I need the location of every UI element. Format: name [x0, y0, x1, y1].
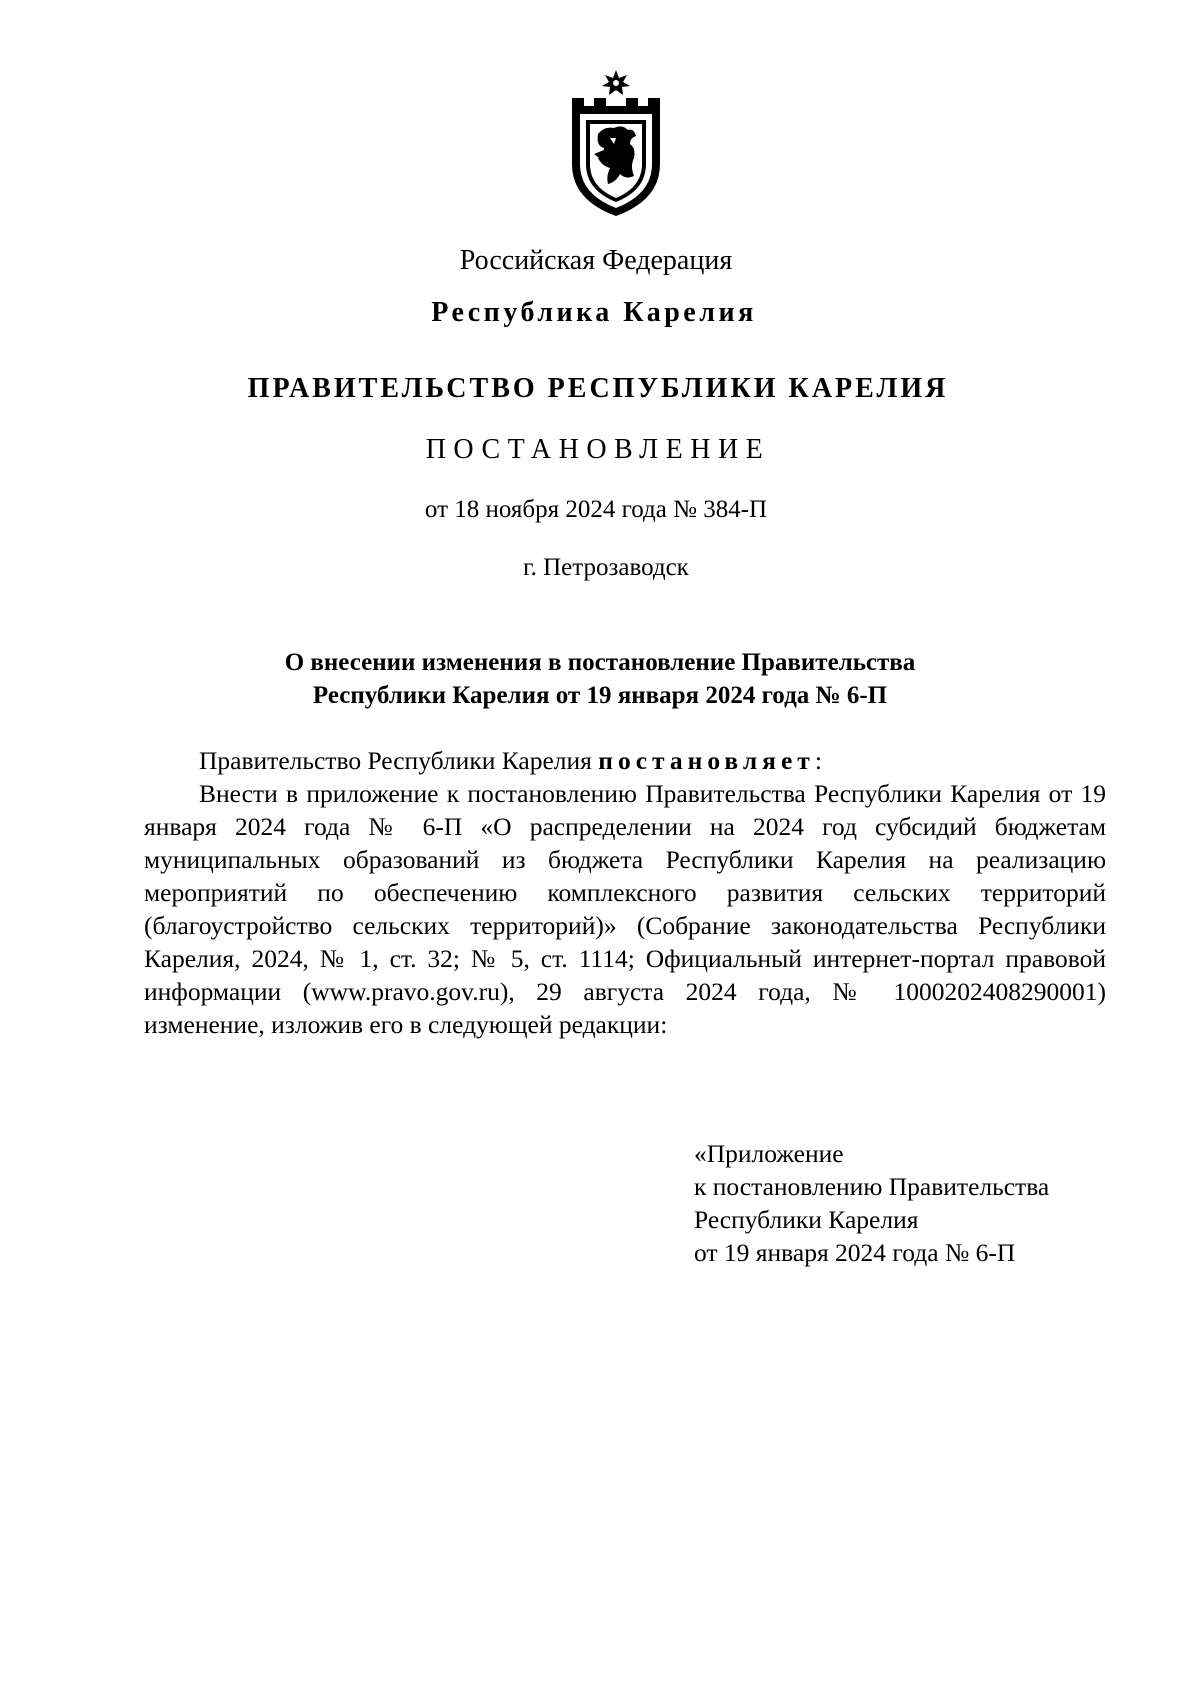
document-title: [0, 646, 1200, 712]
document-date-number: от 18 ноября 2024 года № 384-П: [424, 496, 768, 523]
karelia-coat-of-arms-icon: [564, 68, 668, 218]
appendix-line-1: «Приложение: [694, 1139, 844, 1168]
document-body: [144, 744, 1106, 1041]
intro-lead: Правительство Республики Карелия: [199, 746, 599, 775]
appendix-line-3: Республики Карелия: [694, 1205, 919, 1234]
document-city: г. Петрозаводск: [523, 554, 689, 581]
appendix-line-4: от 19 января 2024 года № 6-П: [694, 1238, 1016, 1267]
country-heading: Российская Федерация: [459, 245, 733, 276]
intro-paragraph: [144, 744, 1106, 777]
appendix-line-2: к постановлению Правительства: [694, 1172, 1050, 1201]
main-paragraph: Внести в приложение к постановлению Правительства Республики Карелия от 19 января 2024 года № 6-П «О распределении на 2024 год субсидий бюджетам муниципальных образований из бюджета Республики Карелия на реализацию мероприятий по обеспечению комплексного развития сельских территорий (благоустройство сельских территорий)» (Собрание законодательства Республики Карелия, 2024, № 1, ст. 32; № 5, ст. 1114; Официальный интернет-портал правовой информации (www.pravo.gov.ru), 29 августа 2024 года, № 1000202408290001) изменение, изложив его в следующей редакции:: [144, 779, 1106, 1039]
title-line-2: Республики Карелия от 19 января 2024 года № 6-П: [312, 682, 888, 709]
title-line-1: О внесении изменения в постановление Правительства: [284, 649, 916, 676]
republic-heading: Республика Карелия: [431, 297, 757, 328]
document-type: ПОСТАНОВЛЕНИЕ: [425, 434, 771, 465]
appendix-block: [694, 1137, 1114, 1269]
intro-tail: :: [814, 746, 822, 775]
intro-verb: постановляет: [598, 746, 815, 775]
government-heading: ПРАВИТЕЛЬСТВО РЕСПУБЛИКИ КАРЕЛИЯ: [247, 373, 949, 404]
